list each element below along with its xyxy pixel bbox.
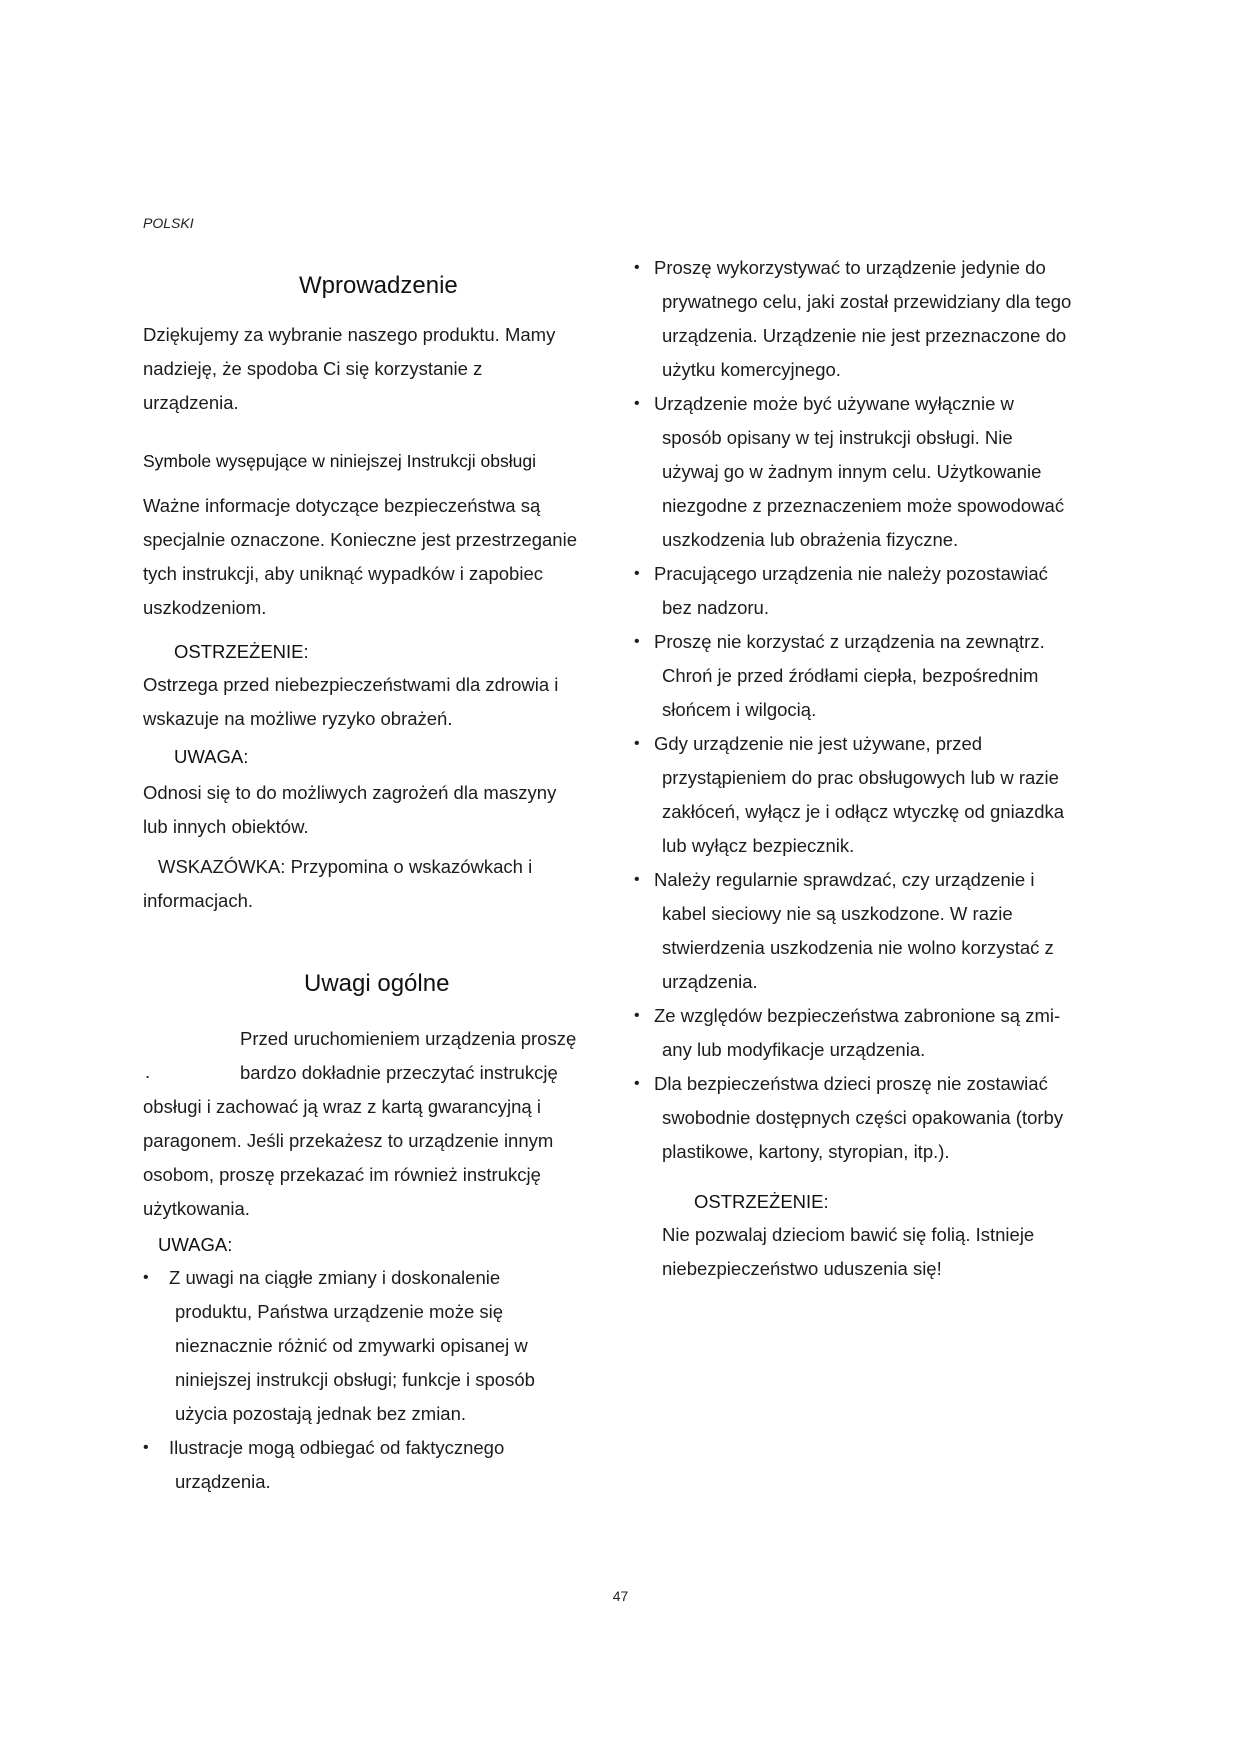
text-line: tych instrukcji, aby uniknąć wypadków i zapobiec [143, 563, 543, 584]
text-line: Gdy urządzenie nie jest używane, przed [654, 733, 983, 754]
text-line: przystąpieniem do prac obsługowych lub w razie [662, 767, 1059, 788]
text-line: Chroń je przed źródłami ciepła, bezpośrednim [662, 665, 1039, 686]
text-line: Pracującego urządzenia nie należy pozostawiać [654, 563, 1048, 584]
intro-title: Wprowadzenie [299, 272, 458, 299]
text-line: produktu, Państwa urządzenie może się [175, 1301, 504, 1322]
text-line: Nie pozwalaj dzieciom bawić się folią. Istnieje [662, 1224, 1035, 1245]
hint-line-2: informacjach. [143, 890, 254, 911]
bullet-icon: • [634, 735, 640, 752]
hint-label: WSKAZÓWKA: [158, 856, 286, 877]
bullet-icon: • [634, 395, 640, 412]
text-line: swobodnie dostępnych części opakowania (torby [662, 1107, 1064, 1128]
text-line: Dla bezpieczeństwa dzieci proszę nie zostawiać [654, 1073, 1048, 1094]
text-line: plastikowe, kartony, styropian, itp.). [662, 1141, 950, 1162]
text-line: stwierdzenia uszkodzenia nie wolno korzystać z [662, 937, 1054, 958]
text-line: sposób opisany w tej instrukcji obsługi. Nie [662, 427, 1013, 448]
general-dot: . [145, 1061, 151, 1082]
text-line: użycia pozostają jednak bez zmian. [175, 1403, 467, 1424]
hint-text: Przypomina o wskazówkach i [285, 856, 533, 877]
list-item [634, 999, 1114, 1067]
text-line: użytkowania. [143, 1198, 250, 1219]
text-line: Proszę nie korzystać z urządzenia na zewnątrz. [654, 631, 1045, 652]
text-line: urządzenia. [175, 1471, 271, 1492]
text-line: niezgodne z przeznaczeniem może spowodować [662, 495, 1065, 516]
text-line: Urządzenie może być używane wyłącznie w [654, 393, 1014, 414]
intro-paragraph [143, 318, 555, 420]
text-line: lub wyłącz bezpiecznik. [662, 835, 855, 856]
general-line-2: bardzo dokładnie przeczytać instrukcję [240, 1062, 558, 1083]
bullet-icon: • [634, 259, 640, 276]
text-line: any lub modyfikacje urządzenia. [662, 1039, 926, 1060]
bullet-icon: • [634, 1075, 640, 1092]
list-item [634, 625, 1114, 727]
text-line: Ilustracje mogą odbiegać od faktycznego [169, 1437, 505, 1458]
text-line: prywatnego celu, jaki został przewidziany dla tego [662, 291, 1072, 312]
text-line: urządzenia. [662, 971, 758, 992]
text-line: urządzenia. Urządzenie nie jest przeznaczone do [662, 325, 1067, 346]
text-line: Ważne informacje dotyczące bezpieczeństwa są [143, 495, 541, 516]
list-item [634, 727, 1114, 863]
text-line: Proszę wykorzystywać to urządzenie jedynie do [654, 257, 1046, 278]
language-label: POLSKI [143, 215, 194, 231]
text-line: niebezpieczeństwo uduszenia się! [662, 1258, 942, 1279]
text-line: zakłóceń, wyłącz je i odłącz wtyczkę od gniazdka [662, 801, 1065, 822]
caution-label: UWAGA: [174, 746, 249, 767]
text-line: bez nadzoru. [662, 597, 769, 618]
list-item [634, 1067, 1114, 1169]
right-bullet-list [634, 251, 1114, 1169]
list-item [634, 251, 1114, 387]
text-line: Z uwagi na ciągłe zmiany i doskonalenie [169, 1267, 501, 1288]
bullet-icon: • [634, 633, 640, 650]
text-line: Dziękujemy za wybranie naszego produktu. Mamy [143, 324, 556, 345]
list-item [143, 1261, 535, 1431]
text-line: Odnosi się to do możliwych zagrożeń dla maszyny [143, 782, 557, 803]
general-paragraph [143, 1090, 553, 1226]
text-line: uszkodzeniom. [143, 597, 267, 618]
text-line: uszkodzenia lub obrażenia fizyczne. [662, 529, 959, 550]
text-line: używaj go w żadnym innym celu. Użytkowanie [662, 461, 1042, 482]
list-item [143, 1431, 535, 1499]
bullet-icon: • [634, 565, 640, 582]
general-caution-label: UWAGA: [158, 1234, 233, 1255]
text-line: specjalnie oznaczone. Konieczne jest przestrzeganie [143, 529, 577, 550]
text-line: obsługi i zachować ją wraz z kartą gwarancyjną i [143, 1096, 541, 1117]
text-line: kabel sieciowy nie są uszkodzone. W razie [662, 903, 1013, 924]
bullet-icon: • [143, 1439, 149, 1456]
text-line: Należy regularnie sprawdzać, czy urządzenie i [654, 869, 1035, 890]
text-line: lub innych obiektów. [143, 816, 309, 837]
symbols-heading: Symbole wysępujące w niniejszej Instrukcji obsługi [143, 451, 536, 471]
general-line-1: Przed uruchomieniem urządzenia proszę [240, 1028, 577, 1049]
bullet-icon: • [143, 1269, 149, 1286]
text-line: Ostrzega przed niebezpieczeństwami dla zdrowia i [143, 674, 559, 695]
bullet-icon: • [634, 1007, 640, 1024]
text-line: osobom, proszę przekazać im również instrukcję [143, 1164, 541, 1185]
list-item [634, 387, 1114, 557]
text-line: nieznacznie różnić od zmywarki opisanej w [175, 1335, 528, 1356]
text-line: słońcem i wilgocią. [662, 699, 817, 720]
text-line: urządzenia. [143, 392, 239, 413]
right-warning-label: OSTRZEŻENIE: [694, 1191, 829, 1212]
general-title: Uwagi ogólne [304, 970, 450, 997]
symbols-paragraph [143, 489, 577, 625]
text-line: wskazuje na możliwe ryzyko obrażeń. [143, 708, 453, 729]
bullet-icon: • [634, 871, 640, 888]
text-line: nadzieję, że spodoba Ci się korzystanie z [143, 358, 483, 379]
warning-label: OSTRZEŻENIE: [174, 641, 309, 662]
text-line: Ze względów bezpieczeństwa zabronione są zmi- [654, 1005, 1061, 1026]
list-item [634, 863, 1114, 999]
text-line: niniejszej instrukcji obsługi; funkcje i sposób [175, 1369, 535, 1390]
hint-line [158, 850, 532, 884]
left-bullet-list [143, 1261, 535, 1499]
page-number: 47 [612, 1588, 629, 1604]
text-line: paragonem. Jeśli przekażesz to urządzenie innym [143, 1130, 554, 1151]
right-warning-paragraph [662, 1218, 1034, 1286]
text-line: użytku komercyjnego. [662, 359, 841, 380]
warning-paragraph [143, 668, 558, 736]
caution-paragraph [143, 776, 556, 844]
list-item [634, 557, 1114, 625]
